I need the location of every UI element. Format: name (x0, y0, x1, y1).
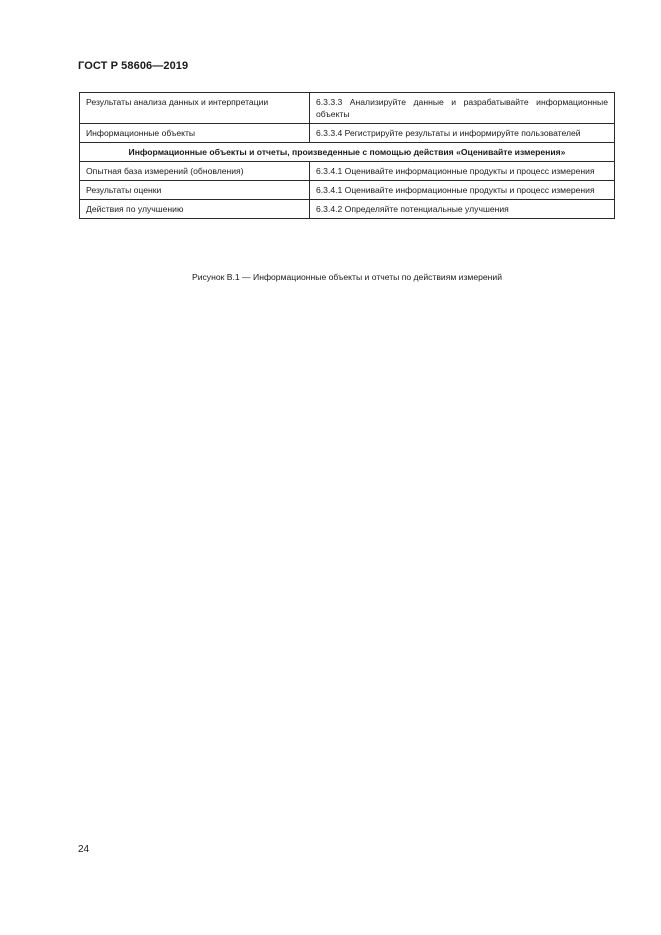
figure-caption: Рисунок В.1 — Информационные объекты и отчеты по действиям измерений (191, 272, 503, 282)
page-number: 24 (78, 844, 90, 855)
table-cell-activity: 6.3.4.1 Оценивайте информационные продукты и процесс измерения (310, 162, 615, 181)
table-row (80, 200, 615, 219)
table-section-heading: Информационные объекты и отчеты, произведенные с помощью действия «Оценивайте измерения» (80, 143, 615, 162)
table-cell-item: Опытная база измерений (обновления) (80, 162, 310, 181)
table-cell-activity: 6.3.3.3 Анализируйте данные и разрабатывайте информационные объекты (310, 93, 615, 124)
table-row (80, 93, 615, 124)
table-cell-item: Информационные объекты (80, 124, 310, 143)
table-cell-activity: 6.3.3.4 Регистрируйте результаты и информируйте пользователей (310, 124, 615, 143)
table-cell-item: Действия по улучшению (80, 200, 310, 219)
document-header: ГОСТ Р 58606—2019 (78, 60, 189, 72)
table-cell-activity: 6.3.4.1 Оценивайте информационные продукты и процесс измерения (310, 181, 615, 200)
table-cell-item: Результаты оценки (80, 181, 310, 200)
table-row (80, 181, 615, 200)
information-objects-table (79, 92, 615, 219)
table-row (80, 162, 615, 181)
table-cell-item: Результаты анализа данных и интерпретации (80, 93, 310, 124)
table-row (80, 124, 615, 143)
table-cell-activity: 6.3.4.2 Определяйте потенциальные улучшения (310, 200, 615, 219)
table-section-row (80, 143, 615, 162)
